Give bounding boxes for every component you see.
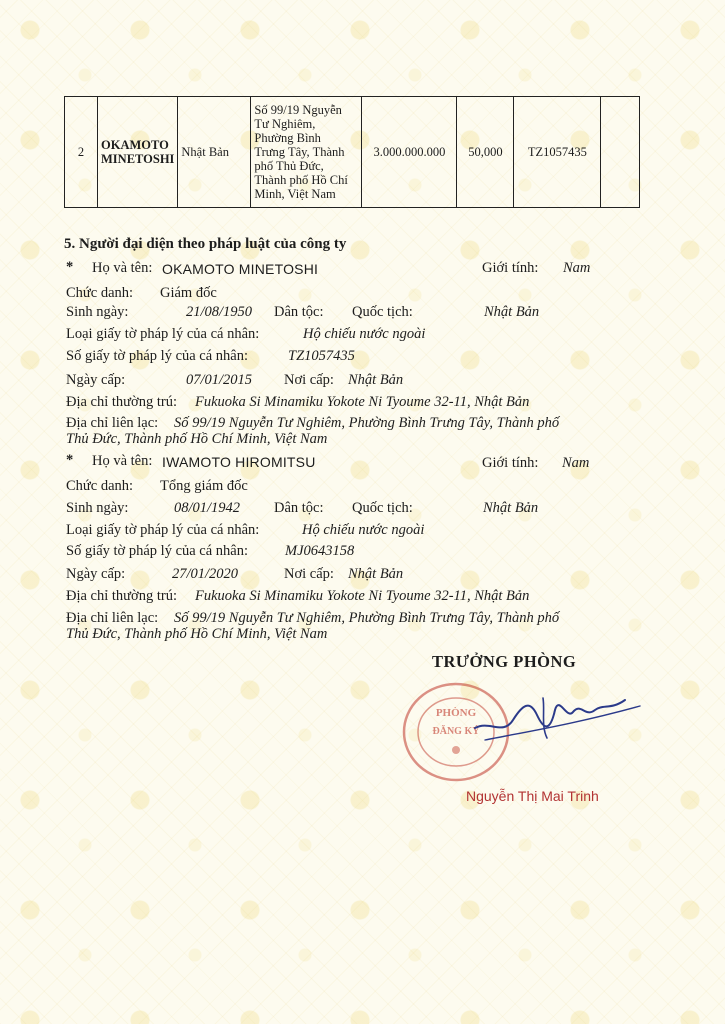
- signer-title: TRƯỞNG PHÒNG: [432, 652, 577, 671]
- nationality-value: Nhật Bản: [483, 500, 539, 516]
- issue-date-label: Ngày cấp:: [66, 372, 126, 388]
- id-type-label: Loại giấy tờ pháp lý của cá nhân:: [66, 326, 260, 342]
- id-number-label: Số giấy tờ pháp lý của cá nhân:: [66, 348, 249, 364]
- issue-date-label: Ngày cấp:: [66, 566, 126, 582]
- issue-place-label: Nơi cấp:: [284, 372, 334, 388]
- id-type-value: Hộ chiếu nước ngoài: [303, 326, 426, 342]
- id-number-label: Số giấy tờ pháp lý của cá nhân:: [66, 543, 249, 559]
- gender-label: Giới tính:: [482, 455, 539, 471]
- owner-id-number: TZ1057435: [514, 97, 601, 208]
- full-name-label: Họ và tên:: [92, 260, 153, 276]
- person-name: OKAMOTO MINETOSHI: [162, 261, 319, 277]
- full-name-label: Họ và tên:: [92, 453, 153, 469]
- contact-address-line: Số 99/19 Nguyễn Tư Nghiêm, Phường Bình Trưng Tây, Thành phố: [174, 415, 560, 431]
- bullet: *: [66, 452, 74, 468]
- bullet: *: [66, 259, 74, 275]
- position-value: Giám đốc: [160, 285, 217, 301]
- section-heading: 5. Người đại diện theo pháp luật của công ty: [64, 236, 347, 252]
- capital-amount: 3.000.000.000: [362, 97, 457, 208]
- address-line: Thành phố Hồ Chí: [254, 173, 348, 187]
- dob-value: 08/01/1942: [174, 500, 241, 516]
- signer-name: Nguyễn Thị Mai Trinh: [466, 788, 599, 804]
- gender-value: Nam: [563, 260, 591, 276]
- id-type-value: Hộ chiếu nước ngoài: [302, 522, 425, 538]
- dob-label: Sinh ngày:: [66, 304, 129, 320]
- gender-value: Nam: [562, 455, 590, 471]
- table-row: [65, 97, 640, 208]
- issue-place-value: Nhật Bản: [348, 372, 404, 388]
- address-line: Số 99/19 Nguyễn: [254, 103, 342, 117]
- svg-text:ĐĂNG KÝ: ĐĂNG KÝ: [432, 726, 480, 737]
- ownership-percent: 50,000: [457, 97, 514, 208]
- ethnicity-label: Dân tộc:: [274, 500, 324, 516]
- contact-address-label: Địa chỉ liên lạc:: [66, 610, 159, 626]
- position-value: Tổng giám đốc: [160, 478, 248, 494]
- issue-date-value: 27/01/2020: [172, 566, 239, 582]
- handwritten-signature-icon: [455, 680, 645, 750]
- person-name: IWAMOTO HIROMITSU: [162, 454, 316, 470]
- contact-address-line: Số 99/19 Nguyễn Tư Nghiêm, Phường Bình Trưng Tây, Thành phố: [174, 610, 560, 626]
- owner-name: [98, 97, 178, 208]
- id-number-value: TZ1057435: [288, 348, 355, 364]
- owners-table: [64, 96, 640, 208]
- dob-value: 21/08/1950: [186, 304, 253, 320]
- permanent-address-label: Địa chỉ thường trú:: [66, 588, 177, 604]
- address-line: Tư Nghiêm,: [254, 117, 316, 131]
- id-type-label: Loại giấy tờ pháp lý của cá nhân:: [66, 522, 260, 538]
- permanent-address-label: Địa chỉ thường trú:: [66, 394, 177, 410]
- nationality-value: Nhật Bản: [484, 304, 540, 320]
- issue-place-label: Nơi cấp:: [284, 566, 334, 582]
- permanent-address-value: Fukuoka Si Minamiku Yokote Ni Tyoume 32-11, Nhật Bản: [195, 394, 530, 410]
- address-line: Minh, Việt Nam: [254, 187, 336, 201]
- empty-cell: [601, 97, 640, 208]
- nationality-label: Quốc tịch:: [352, 500, 413, 516]
- row-number: 2: [65, 97, 98, 208]
- owner-address: [251, 97, 362, 208]
- contact-address-line: Thủ Đức, Thành phố Hồ Chí Minh, Việt Nam: [66, 431, 328, 447]
- contact-address-label: Địa chỉ liên lạc:: [66, 415, 159, 431]
- gender-label: Giới tính:: [482, 260, 539, 276]
- issue-place-value: Nhật Bản: [348, 566, 404, 582]
- permanent-address-value: Fukuoka Si Minamiku Yokote Ni Tyoume 32-11, Nhật Bản: [195, 588, 530, 604]
- ethnicity-label: Dân tộc:: [274, 304, 324, 320]
- contact-address-line: Thủ Đức, Thành phố Hồ Chí Minh, Việt Nam: [66, 626, 328, 642]
- nationality-label: Quốc tịch:: [352, 304, 413, 320]
- position-label: Chức danh:: [66, 478, 134, 494]
- svg-text:PHÒNG: PHÒNG: [435, 707, 477, 719]
- owner-name-line: MINETOSHI: [101, 152, 175, 166]
- id-number-value: MJ0643158: [285, 543, 355, 559]
- issue-date-value: 07/01/2015: [186, 372, 253, 388]
- address-line: Phường Bình: [254, 131, 321, 145]
- position-label: Chức danh:: [66, 285, 134, 301]
- owner-name-line: OKAMOTO: [101, 138, 169, 152]
- address-line: phố Thủ Đức,: [254, 159, 324, 173]
- dob-label: Sinh ngày:: [66, 500, 129, 516]
- address-line: Trưng Tây, Thành: [254, 145, 345, 159]
- owner-nationality: Nhật Bản: [178, 97, 251, 208]
